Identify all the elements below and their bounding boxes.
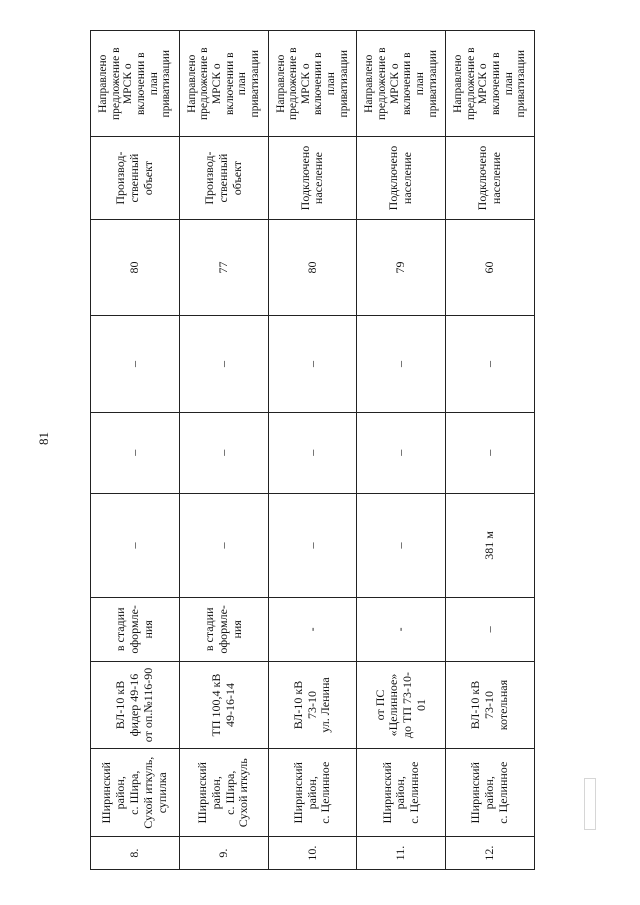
object-cell: от ПС «Целинное» до ТП 73-10- 01 xyxy=(357,661,446,749)
table-row xyxy=(91,31,180,870)
value-cell: 60 xyxy=(446,219,535,316)
col5-cell: – xyxy=(446,412,535,493)
col5-cell: – xyxy=(179,412,268,493)
object-cell: ВЛ-10 кВ 73-10 котельная xyxy=(446,661,535,749)
object-cell: ТП 100,4 кВ 49-16-14 xyxy=(179,661,268,749)
col6-cell: – xyxy=(91,316,180,413)
document-table-container xyxy=(90,30,535,870)
document-table xyxy=(90,30,535,870)
table-row xyxy=(357,31,446,870)
status-cell: - xyxy=(357,598,446,662)
length-cell: 381 м xyxy=(446,493,535,597)
status-cell: в стадии оформле- ния xyxy=(91,598,180,662)
note-cell: Направлено предложение в МРСК о включении в план приватизации xyxy=(357,31,446,137)
location-cell: Ширинский район, с. Шира, Сухой иткуль xyxy=(179,749,268,837)
col6-cell: – xyxy=(268,316,357,413)
value-cell: 77 xyxy=(179,219,268,316)
status-cell: в стадии оформле- ния xyxy=(179,598,268,662)
row-number: 11. xyxy=(357,837,446,870)
location-cell: Ширинский район, с. Шира, Сухой иткуль, супилка xyxy=(91,749,180,837)
length-cell: – xyxy=(179,493,268,597)
row-number: 9. xyxy=(179,837,268,870)
length-cell: – xyxy=(91,493,180,597)
col6-cell: – xyxy=(357,316,446,413)
object-cell: ВЛ-10 кВ 73-10 ул. Ленина xyxy=(268,661,357,749)
location-cell: Ширинский район, с. Целинное xyxy=(446,749,535,837)
table-row xyxy=(268,31,357,870)
note-cell: Направлено предложение в МРСК о включении в план приватизации xyxy=(179,31,268,137)
value-cell: 79 xyxy=(357,219,446,316)
location-cell: Ширинский район, с. Целинное xyxy=(268,749,357,837)
value-cell: 80 xyxy=(268,219,357,316)
purpose-cell: Подключено население xyxy=(446,137,535,219)
purpose-cell: Подключено население xyxy=(357,137,446,219)
status-cell: - xyxy=(268,598,357,662)
table-row xyxy=(446,31,535,870)
row-number: 10. xyxy=(268,837,357,870)
col5-cell: – xyxy=(91,412,180,493)
row-number: 12. xyxy=(446,837,535,870)
note-cell: Направлено предложение в МРСК о включении в план приватизации xyxy=(446,31,535,137)
row-number: 8. xyxy=(91,837,180,870)
page-number: 81 xyxy=(36,432,51,445)
purpose-cell: Производ- ственный объект xyxy=(179,137,268,219)
location-cell: Ширинский район, с. Целинное xyxy=(357,749,446,837)
col5-cell: – xyxy=(268,412,357,493)
purpose-cell: Подключено население xyxy=(268,137,357,219)
table-row xyxy=(179,31,268,870)
note-cell: Направлено предложение в МРСК о включении в план приватизации xyxy=(268,31,357,137)
object-cell: ВЛ-10 кВ фидер 49-16 от оп.№116-90 xyxy=(91,661,180,749)
length-cell: – xyxy=(268,493,357,597)
status-cell: – xyxy=(446,598,535,662)
col5-cell: – xyxy=(357,412,446,493)
col6-cell: – xyxy=(446,316,535,413)
scan-artifact xyxy=(584,778,596,830)
length-cell: – xyxy=(357,493,446,597)
value-cell: 80 xyxy=(91,219,180,316)
col6-cell: – xyxy=(179,316,268,413)
note-cell: Направлено предложение в МРСК о включении в план приватизации xyxy=(91,31,180,137)
purpose-cell: Производ- ственный объект xyxy=(91,137,180,219)
